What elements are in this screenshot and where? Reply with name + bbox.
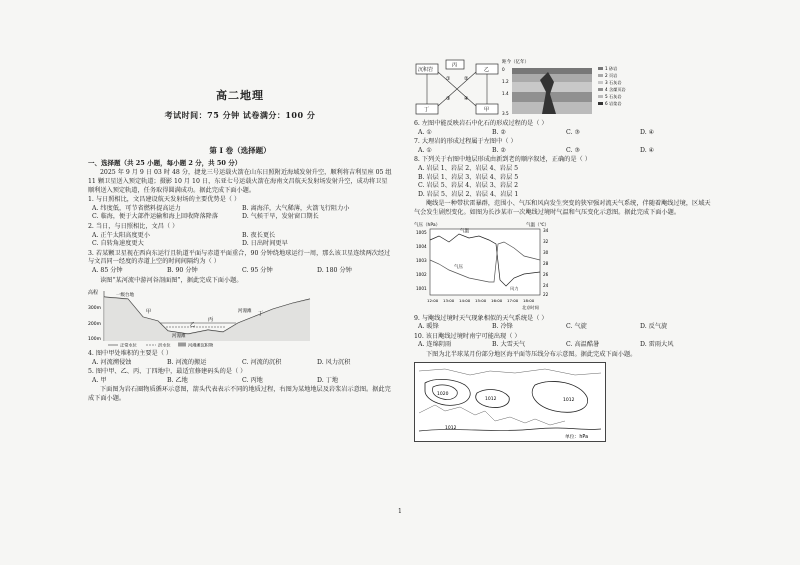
map-intro: 下图为北半球某月份部分地区海平面等压线分布示意图。据此完成下面小题。 xyxy=(426,350,637,358)
option: A. 岩层 1、岩层 2、岩层 4、岩层 5 xyxy=(418,164,519,172)
x-axis-label: 北京时间 xyxy=(522,304,539,310)
box-label: 乙 xyxy=(484,67,490,73)
arrow-label: ① xyxy=(446,76,451,82)
axis-tick: 1.2 xyxy=(502,79,509,84)
option: A. 85 分钟 xyxy=(92,266,123,274)
page-title: 高二地理 xyxy=(216,89,264,102)
right-tick: 30 xyxy=(543,249,549,255)
option: B. 岩层 1、岩层 3、岩层 4、岩层 5 xyxy=(418,173,519,181)
legend-label: 洪水位 xyxy=(158,342,171,348)
option: C. 河流的沉积 xyxy=(242,358,282,366)
option: B. 离海洋，大气稀薄，火箭飞行阻力小 xyxy=(242,204,350,212)
floodplain-label: 河漫滩 xyxy=(172,334,186,340)
left-tick: 1002 xyxy=(416,271,427,277)
question-1-options xyxy=(88,205,392,222)
right-tick: 22 xyxy=(543,291,549,297)
left-column xyxy=(88,80,392,405)
left-tick: 1004 xyxy=(416,243,427,249)
map-unit: 单位：hPa xyxy=(565,434,589,440)
question-2-options xyxy=(88,232,392,249)
left-tick: 1003 xyxy=(416,257,427,263)
arrow-label: ③ xyxy=(446,96,451,102)
question-8: 8. 下列关于右图中地层形成由新到老的顺序叙述，正确的是（ ） xyxy=(414,156,591,164)
option: D. 丁地 xyxy=(317,376,339,384)
time-tick: 12:00 xyxy=(427,297,439,303)
isobar-label: 1012 xyxy=(563,397,575,403)
arrow-label: ② xyxy=(464,76,469,82)
rock-cycle-diagram xyxy=(414,58,504,118)
option: A. 河流溯侵蚀 xyxy=(92,358,132,366)
rock-intro: 下面图为岩石圈物质循环示意图，箭头代表表示不同的地质过程，右图为某地地层及岩浆岩示意图。据此完成下面小题。 xyxy=(88,386,391,403)
option: B. ② xyxy=(492,146,507,154)
terrace-label: 一级台地 xyxy=(116,293,134,299)
question-7-options xyxy=(414,147,714,156)
option: C. 95 分钟 xyxy=(242,266,273,274)
isobar-map-svg xyxy=(415,363,605,441)
question-6-options xyxy=(414,129,714,138)
option: D. 日出时间更早 xyxy=(242,240,288,248)
legend-label: 1 砂岩 xyxy=(605,66,618,71)
squall-line-svg xyxy=(414,220,564,312)
floodplain-label: 河漫滩 xyxy=(238,309,252,315)
question-6: 6. 左图中能反映岩石中化石的形成过程的是（ ） xyxy=(414,120,548,127)
series-label: 气温 xyxy=(460,228,469,234)
question-3: 3. 若某颗卫星视在西向东运行且轨道平面与赤道平面重合，90 分钟绕地球运行一周，那么该卫星连续两次经过与文昌同一经度的赤道上空的时间间隔约为（ ） xyxy=(88,249,391,266)
option: D. 雷雨大风 xyxy=(640,341,674,349)
right-column xyxy=(414,58,714,442)
valley-cross-section-figure xyxy=(88,287,318,347)
squall-line-chart xyxy=(414,220,564,312)
option: C. ③ xyxy=(566,128,580,136)
box-label: 丁 xyxy=(424,107,430,113)
isobar-label: 1020 xyxy=(437,391,449,397)
question-9: 9. 与飑线过境时天气现象相似的天气系统是（ ） xyxy=(414,314,548,322)
y-tick: 300m xyxy=(88,306,101,312)
option: D. ④ xyxy=(640,146,655,154)
isobar-map xyxy=(414,362,606,442)
question-9-options xyxy=(414,323,714,332)
option: C. 高温酷暑 xyxy=(566,341,600,349)
annotation: 风力 xyxy=(510,285,519,291)
question-7: 7. 大理岩的形成过程属于左图中（ ） xyxy=(414,138,517,146)
legend-label: 2 页岩 xyxy=(605,73,618,78)
box-label: 丙 xyxy=(452,62,458,69)
time-tick: 17:00 xyxy=(507,297,519,303)
page-number: 1 xyxy=(398,508,402,515)
legend-label: 5 石灰岩 xyxy=(605,94,622,99)
left-tick: 1001 xyxy=(416,285,427,291)
right-tick: 34 xyxy=(543,227,549,233)
question-4: 4. 图中甲处堆积的主要是（ ） xyxy=(88,350,173,358)
site-label: 丙 xyxy=(208,317,214,324)
site-label: 丁 xyxy=(258,311,264,318)
option: B. 大雪天气 xyxy=(492,341,526,349)
option: C. 临海，便于大部件运输和海上回收降落降落 xyxy=(92,213,219,221)
question-10: 10. 该日飑线过境时南宁可能出现（ ） xyxy=(414,332,521,340)
option: A. 正午太阳高度更小 xyxy=(92,231,150,239)
option: A. ① xyxy=(418,146,432,154)
question-3-options xyxy=(88,267,392,276)
time-tick: 14:00 xyxy=(459,297,471,303)
option: B. 河流的搬运 xyxy=(167,358,207,366)
left-tick: 1005 xyxy=(416,229,427,235)
time-tick: 13:00 xyxy=(443,297,455,303)
option: C. 岩层 5、岩层 4、岩层 3、岩层 2 xyxy=(418,182,519,190)
right-axis-label: 气温（℃） xyxy=(526,222,550,228)
option: B. 乙地 xyxy=(167,376,188,384)
weather-intro: 飑线是一种带状雷暴群，范围小、气压和风向发生突变的狭窄强对流天气系统，伴随着飑线过境，区域天气会发生剧烈变化。如图为长沙某市一次飑线过境时气温和气压变化示意图。据此完成下面小题。 xyxy=(414,200,711,216)
isobar-label: 1012 xyxy=(445,425,457,431)
exam-info: 考试时间：75 分钟 试卷满分：100 分 xyxy=(164,109,316,120)
box-label: 甲 xyxy=(484,107,490,113)
option: C. 自转角速度更大 xyxy=(92,240,144,248)
question-8-options xyxy=(414,165,714,199)
intro-paragraph: 2025 年 9 月 9 日 03 时 48 分，捷龙三号运载火箭在山东日照附近海域发射升空，顺利将吉利星座 05 组 11 颗卫星送入预定轨道；摄影 10 月 10 日，东亚七号运载火箭在海南文昌航天发射场发射升空，成功将卫星顺利送入预定轨道，任务取得圆满成功。据此完成下面小题。 xyxy=(88,169,392,194)
legend-label: 正常水位 xyxy=(120,342,137,348)
option: A. ① xyxy=(418,128,432,136)
axis-label: 距今（亿年） xyxy=(502,60,529,65)
y-tick: 200m xyxy=(88,322,101,328)
option: C. 丙地 xyxy=(242,376,263,384)
question-10-options xyxy=(414,341,714,350)
option: D. 风力沉积 xyxy=(317,358,351,366)
option: A. 连绵阴雨 xyxy=(418,341,452,349)
box-label: 沉积岩 xyxy=(418,67,434,73)
option: D. ④ xyxy=(640,128,655,136)
strata-diagram xyxy=(502,58,652,118)
option: B. 90 分钟 xyxy=(167,266,198,274)
right-tick: 24 xyxy=(543,282,549,288)
question-2: 2. 当日，与日照相比，文昌（ ） xyxy=(88,222,179,230)
option: C. ③ xyxy=(566,146,580,154)
option: D. 180 分钟 xyxy=(317,266,352,274)
question-5-options xyxy=(88,377,392,386)
site-label: 乙 xyxy=(190,322,196,329)
axis-tick: 0 xyxy=(502,67,505,72)
series-label: 气压 xyxy=(454,264,463,270)
option: D. 反气旋 xyxy=(640,323,668,331)
axis-tick: 1.4 xyxy=(502,91,509,96)
section-title: 一、选择题（共 25 小题，每小题 2 分，共 50 分） xyxy=(88,158,242,167)
time-tick: 15:00 xyxy=(475,297,487,303)
site-label: 甲 xyxy=(146,309,152,316)
legend-label: 河漫滩沉积物 xyxy=(188,342,214,348)
question-4-options xyxy=(88,359,392,368)
option: D. 气候干旱，发射窗口期长 xyxy=(242,213,319,221)
option: A. 暖锋 xyxy=(418,323,439,331)
isobar-label: 1012 xyxy=(485,396,497,402)
left-axis-label: 气压（hPa） xyxy=(414,222,441,228)
axis-tick: 3.5 xyxy=(502,111,509,116)
legend-label: 6 岩浆岩 xyxy=(605,101,622,106)
right-tick: 28 xyxy=(543,260,549,266)
option: A. 纬度低，可节省燃料提高运力 xyxy=(92,204,181,212)
right-tick: 32 xyxy=(543,238,549,244)
rock-figures xyxy=(414,58,714,120)
arrow-label: ④ xyxy=(464,96,469,102)
question-1: 1. 与日照相比，文昌建设航天发射场的主要优势是（ ） xyxy=(88,196,241,204)
option: B. ② xyxy=(492,128,507,136)
time-tick: 18:00 xyxy=(523,297,535,303)
option: B. 夜长更长 xyxy=(242,231,276,239)
question-5: 5. 图中甲、乙、丙、丁四地中，最适宜修建码头的是（ ） xyxy=(88,368,247,376)
part-title: 第 I 卷（选择题） xyxy=(209,146,271,156)
legend-label: 3 石灰岩 xyxy=(605,80,622,85)
option: D. 岩层 5、岩层 2、岩层 4、岩层 1 xyxy=(418,190,519,198)
time-tick: 16:00 xyxy=(491,297,503,303)
right-tick: 26 xyxy=(543,271,549,277)
option: C. 气旋 xyxy=(566,323,587,331)
legend-label: 4 含煤页岩 xyxy=(605,87,626,92)
y-tick: 100m xyxy=(88,337,101,343)
option: A. 甲 xyxy=(92,376,107,384)
y-label: 高程 xyxy=(88,290,99,297)
option: B. 冷锋 xyxy=(492,323,513,331)
figure-intro: 读图“某河流中游河谷剖面图”，据此完成下面小题。 xyxy=(100,276,243,284)
valley-cross-section-svg xyxy=(88,287,318,347)
